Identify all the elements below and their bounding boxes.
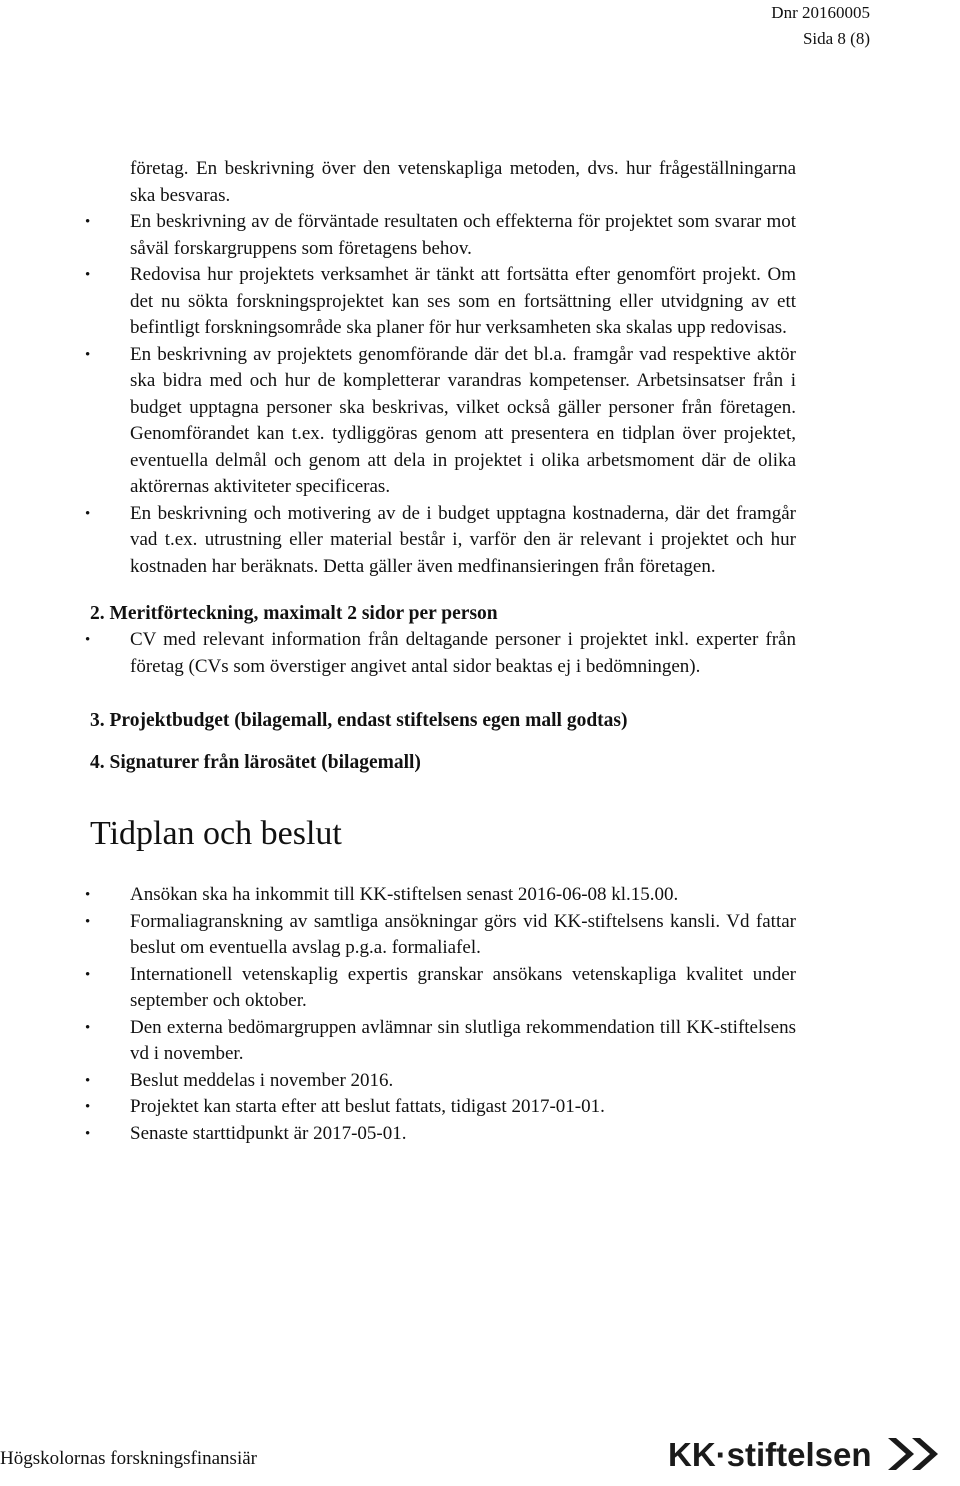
list-item: • Den externa bedömargruppen avlämnar sin slutliga rekommendation till KK-stiftelsens vd i november.	[85, 1016, 796, 1065]
page-header	[771, 0, 870, 52]
logo-wordmark: KK·stiftelsen	[668, 1436, 872, 1473]
requirements-list	[85, 209, 796, 580]
page-number: Sida 8 (8)	[802, 29, 870, 48]
bullet-icon: •	[85, 1099, 91, 1116]
list-item: • Formaliagranskning av samtliga ansökningar görs vid KK-stiftelsens kansli. Vd fattar beslut om eventuella avslag p.g.a. formaliafel.	[85, 910, 796, 959]
footer-tagline: Högskolornas forskningsfinansiär	[0, 1448, 257, 1469]
kk-stiftelsen-logo	[668, 1432, 958, 1476]
logo-chevron-icon	[888, 1438, 938, 1470]
bullet-icon: •	[85, 214, 91, 230]
timeline-list	[85, 882, 796, 1147]
list-item: • En beskrivning av de förväntade resultaten och effekterna för projektet som svarar mot såväl forskargruppens som företagens behov.	[85, 211, 796, 259]
section-heading-4: 4. Signaturer från lärosätet (bilagemall)	[90, 752, 421, 773]
list-item: • Redovisa hur projektets verksamhet är tänkt att fortsätta efter genomfört projekt. Om det nu sökta forskningsprojektet kan ses som en fortsättning eller utvidgning av ett befintligt forskningsområde ska planer för hur verksamheten ska skalas upp redovisas.	[85, 264, 796, 338]
section-heading-2: 2. Meritförteckning, maximalt 2 sidor per person	[90, 603, 498, 624]
list-item: • En beskrivning och motivering av de i budget upptagna kostnaderna, där det framgår vad t.ex. utrustning eller material består i, varför den är relevant i projektet och hur kostnaden har beräknats. Detta gäller även medfinansieringen från företagen.	[85, 502, 796, 577]
section-heading-3: 3. Projektbudget (bilagemall, endast stiftelsens egen mall godtas)	[90, 710, 628, 731]
list-item: • Internationell vetenskaplig expertis granskar ansökans vetenskapliga kvalitet under september och oktober.	[85, 963, 796, 1012]
bullet-icon: •	[85, 1072, 91, 1089]
list-item: • Beslut meddelas i november 2016.	[90, 1068, 796, 1095]
bullet-icon: •	[85, 505, 91, 522]
bullet-icon: •	[85, 966, 91, 983]
bullet-icon: •	[85, 1019, 91, 1036]
bullet-icon: •	[85, 346, 91, 363]
timeline-heading: Tidplan och beslut	[90, 815, 342, 852]
list-item: • Ansökan ska ha inkommit till KK-stiftelsen senast 2016-06-08 kl.15.00.	[90, 882, 796, 909]
logo-graphic	[668, 1432, 958, 1476]
document-body	[85, 156, 796, 1147]
bullet-icon: •	[85, 632, 91, 648]
bullet-icon: •	[85, 267, 91, 283]
cv-list	[85, 627, 796, 680]
bullet-icon: •	[85, 1125, 91, 1142]
list-item: • Senaste starttidpunkt är 2017-05-01.	[90, 1121, 796, 1148]
continued-paragraph: företag. En beskrivning över den vetenskapliga metoden, dvs. hur frågeställningarna ska besvaras.	[130, 158, 796, 206]
list-item: • CV med relevant information från deltagande personer i projektet inkl. experter från företag (CVs som överstiger angivet antal sidor beaktas ej i bedömningen).	[85, 629, 796, 677]
list-item: • En beskrivning av projektets genomförande där det bl.a. framgår vad respektive aktör ska bidra med och hur de kompletterar varandras kompetenser. Arbetsinsatser från i budget upptagna personer ska beskrivas, vilket också gäller personer från företagen. Genomförandet kan t.ex. tydliggöras genom att presentera en tidplan över projektet, eventuella delmål och genom att dela in projektet i olika arbetsmoment där de olika aktörernas aktiviteter specificeras.	[85, 343, 796, 497]
document-number: Dnr 20160005	[771, 3, 870, 22]
bullet-icon: •	[85, 887, 91, 904]
bullet-icon: •	[85, 913, 91, 930]
list-item: • Projektet kan starta efter att beslut fattats, tidigast 2017-01-01.	[90, 1094, 796, 1121]
